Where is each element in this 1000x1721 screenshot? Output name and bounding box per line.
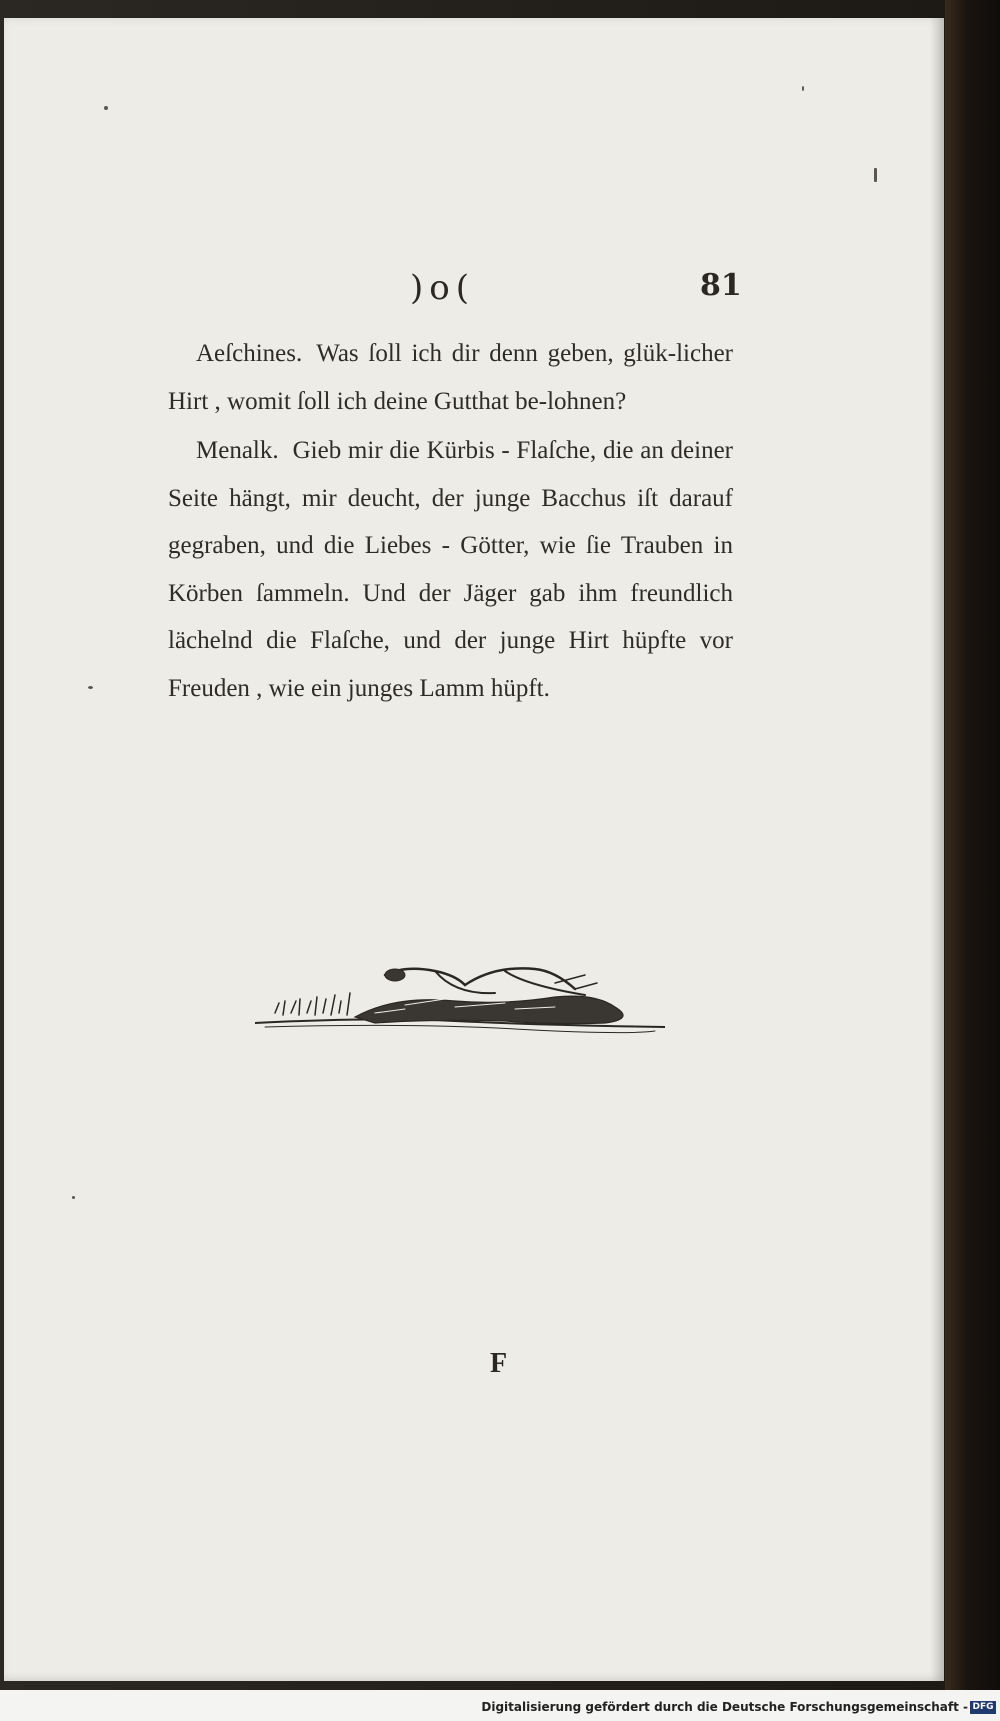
- paragraph: [168, 427, 733, 712]
- running-head: )o(: [410, 268, 475, 308]
- speaker-name: Menalk.: [196, 437, 279, 464]
- paragraph: [168, 330, 733, 425]
- paper-speck: [874, 168, 877, 182]
- paper-speck: [104, 106, 108, 110]
- signature-mark: F: [490, 1348, 508, 1379]
- speaker-name: Aeſchines.: [196, 340, 303, 367]
- dfg-logo: DFG: [970, 1701, 996, 1714]
- page-number: 81: [700, 268, 742, 303]
- book-edge: [945, 0, 1000, 1690]
- reclining-figure-woodcut-icon: [255, 935, 665, 1035]
- paper-speck: [72, 1196, 75, 1199]
- paper-speck: [802, 86, 804, 91]
- paper-speck: [88, 686, 93, 689]
- digitization-credit: Digitalisierung gefördert durch die Deutsche Forschungsgemeinschaft -: [481, 1700, 968, 1714]
- paragraph-text: Gieb mir die Kürbis - Flaſche, die an deiner Seite hängt, mir deucht, der junge Bacchus iſt darauf gegraben, und die Liebes - Götter, wie ſie Trauben in Körben ſammeln. Und der Jäger gab ihm freundlich lächelnd die Flaſche, und der junge Hirt hüpfte vor Freuden , wie ein junges Lamm hüpft.: [168, 437, 733, 702]
- text-block: [168, 330, 733, 712]
- paragraph-text: Was ſoll ich dir denn geben, glük-licher Hirt , womit ſoll ich deine Gutthat be-lohnen?: [168, 340, 733, 415]
